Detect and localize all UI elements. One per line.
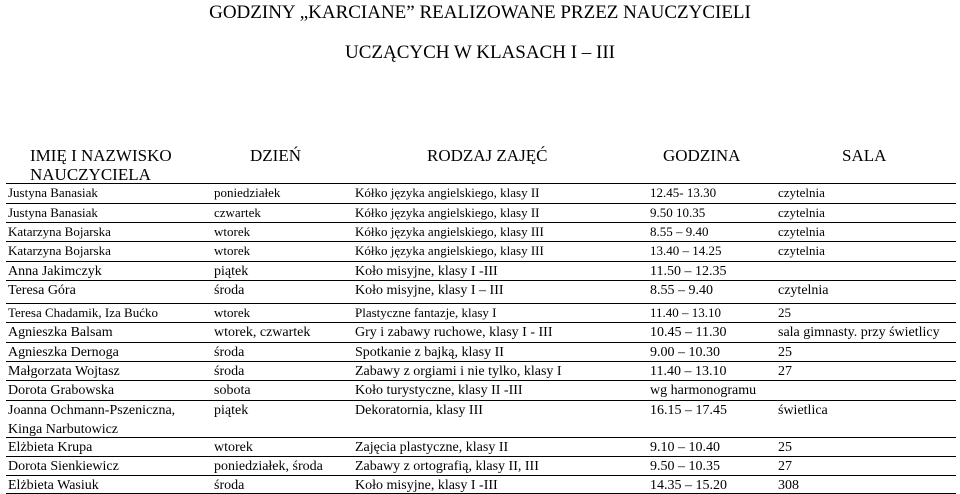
header-divider bbox=[6, 183, 956, 184]
cell-room: 27 bbox=[778, 459, 792, 474]
cell-teacher: Joanna Ochmann-Pszeniczna, bbox=[8, 403, 176, 418]
cell-activity: Koło misyjne, klasy I – III bbox=[355, 283, 504, 298]
cell-day: wtorek, czwartek bbox=[214, 325, 311, 340]
header-teacher: IMIĘ I NAZWISKO bbox=[30, 146, 172, 165]
cell-activity: Gry i zabawy ruchowe, klasy I - III bbox=[355, 325, 553, 340]
cell-activity: Spotkanie z bajką, klasy II bbox=[355, 345, 504, 360]
header-day: DZIEŃ bbox=[250, 146, 301, 165]
row-divider bbox=[6, 261, 956, 262]
cell-room: czytelnia bbox=[778, 283, 829, 298]
cell-day: czwartek bbox=[214, 205, 261, 220]
row-divider bbox=[6, 303, 956, 304]
cell-activity: Dekoratornia, klasy III bbox=[355, 403, 483, 418]
row-divider bbox=[6, 380, 956, 381]
cell-hour: 11.50 – 12.35 bbox=[650, 264, 727, 279]
cell-activity: Plastyczne fantazje, klasy I bbox=[355, 305, 497, 320]
cell-hour: 16.15 – 17.45 bbox=[650, 403, 727, 418]
cell-hour: 8.55 – 9.40 bbox=[650, 224, 709, 239]
cell-activity: Zabawy z orgiami i nie tylko, klasy I bbox=[355, 364, 562, 379]
cell-day: środa bbox=[214, 364, 245, 379]
cell-teacher: Katarzyna Bojarska bbox=[8, 243, 111, 258]
cell-hour: wg harmonogramu bbox=[650, 383, 757, 398]
cell-day: wtorek bbox=[214, 440, 253, 455]
cell-room: czytelnia bbox=[778, 185, 825, 200]
row-divider bbox=[6, 437, 956, 438]
cell-hour: 9.10 – 10.40 bbox=[650, 440, 720, 455]
cell-teacher: Agnieszka Dernoga bbox=[8, 345, 119, 360]
header-hour: GODZINA bbox=[663, 146, 741, 165]
row-divider bbox=[6, 322, 956, 323]
cell-teacher: Justyna Banasiak bbox=[8, 205, 98, 220]
row-divider bbox=[6, 280, 956, 281]
row-divider bbox=[6, 222, 956, 223]
row-divider bbox=[6, 400, 956, 401]
cell-room: 25 bbox=[778, 305, 791, 320]
cell-activity: Kółko języka angielskiego, klasy II bbox=[355, 185, 540, 200]
cell-activity: Kółko języka angielskiego, klasy III bbox=[355, 243, 544, 258]
cell-teacher: Teresa Chadamik, Iza Bućko bbox=[8, 305, 158, 320]
cell-activity: Zabawy z ortografią, klasy II, III bbox=[355, 459, 539, 474]
cell-hour: 11.40 – 13.10 bbox=[650, 305, 722, 320]
cell-day: poniedziałek, środa bbox=[214, 459, 323, 474]
cell-day: sobota bbox=[214, 383, 251, 398]
cell-teacher: Katarzyna Bojarska bbox=[8, 224, 111, 239]
cell-day: piątek bbox=[214, 264, 249, 279]
header-teacher-line-2: NAUCZYCIELA bbox=[30, 165, 151, 184]
header-room: SALA bbox=[842, 146, 887, 165]
document-title-line-1: GODZINY „KARCIANE” REALIZOWANE PRZEZ NAUCZYCIELI bbox=[209, 2, 751, 23]
cell-room: sala gimnasty. przy świetlicy bbox=[778, 325, 940, 340]
cell-room: czytelnia bbox=[778, 205, 825, 220]
cell-hour: 10.45 – 11.30 bbox=[650, 325, 727, 340]
cell-room: 308 bbox=[778, 478, 799, 493]
cell-activity: Kółko języka angielskiego, klasy II bbox=[355, 205, 540, 220]
cell-activity: Koło misyjne, klasy I -III bbox=[355, 478, 498, 493]
cell-teacher: Justyna Banasiak bbox=[8, 185, 98, 200]
cell-hour: 11.40 – 13.10 bbox=[650, 364, 727, 379]
cell-room: świetlica bbox=[778, 403, 828, 418]
cell-hour: 9.50 10.35 bbox=[650, 205, 706, 220]
cell-day: piątek bbox=[214, 403, 249, 418]
cell-hour: 14.35 – 15.20 bbox=[650, 478, 727, 493]
cell-teacher: Dorota Grabowska bbox=[8, 383, 115, 398]
cell-hour: 13.40 – 14.25 bbox=[650, 243, 722, 258]
cell-teacher-line-2: Kinga Narbutowicz bbox=[8, 422, 119, 437]
cell-day: środa bbox=[214, 478, 245, 493]
cell-teacher: Elżbieta Wasiuk bbox=[8, 478, 99, 493]
cell-day: wtorek bbox=[214, 243, 251, 258]
cell-day: wtorek bbox=[214, 224, 251, 239]
header-activity: RODZAJ ZAJĘĆ bbox=[427, 146, 548, 165]
row-divider bbox=[6, 342, 956, 343]
cell-activity: Koło misyjne, klasy I -III bbox=[355, 264, 498, 279]
cell-activity: Koło turystyczne, klasy II -III bbox=[355, 383, 523, 398]
cell-room: 27 bbox=[778, 364, 792, 379]
cell-room: czytelnia bbox=[778, 224, 825, 239]
document-title-line-2: UCZĄCYCH W KLASACH I – III bbox=[344, 42, 616, 63]
cell-teacher: Małgorzata Wojtasz bbox=[8, 364, 120, 379]
cell-hour: 9.00 – 10.30 bbox=[650, 345, 720, 360]
cell-teacher: Elżbieta Krupa bbox=[8, 440, 93, 455]
cell-hour: 8.55 – 9.40 bbox=[650, 283, 713, 298]
row-divider bbox=[6, 475, 956, 476]
cell-teacher: Anna Jakimczyk bbox=[8, 264, 102, 279]
cell-room: 25 bbox=[778, 440, 792, 455]
row-divider bbox=[6, 456, 956, 457]
cell-hour: 12.45- 13.30 bbox=[650, 185, 717, 200]
cell-hour: 9.50 – 10.35 bbox=[650, 459, 720, 474]
row-divider bbox=[6, 361, 956, 362]
cell-activity: Zajęcia plastyczne, klasy II bbox=[355, 440, 509, 455]
cell-teacher: Teresa Góra bbox=[8, 283, 76, 298]
cell-room: czytelnia bbox=[778, 243, 825, 258]
row-divider bbox=[6, 203, 956, 204]
cell-room: 25 bbox=[778, 345, 792, 360]
cell-day: środa bbox=[214, 283, 245, 298]
cell-teacher: Dorota Sienkiewicz bbox=[8, 459, 119, 474]
row-divider bbox=[6, 241, 956, 242]
cell-teacher: Agnieszka Balsam bbox=[8, 325, 113, 340]
cell-day: poniedziałek bbox=[214, 185, 281, 200]
cell-day: wtorek bbox=[214, 305, 251, 320]
cell-day: środa bbox=[214, 345, 245, 360]
cell-activity: Kółko języka angielskiego, klasy III bbox=[355, 224, 544, 239]
